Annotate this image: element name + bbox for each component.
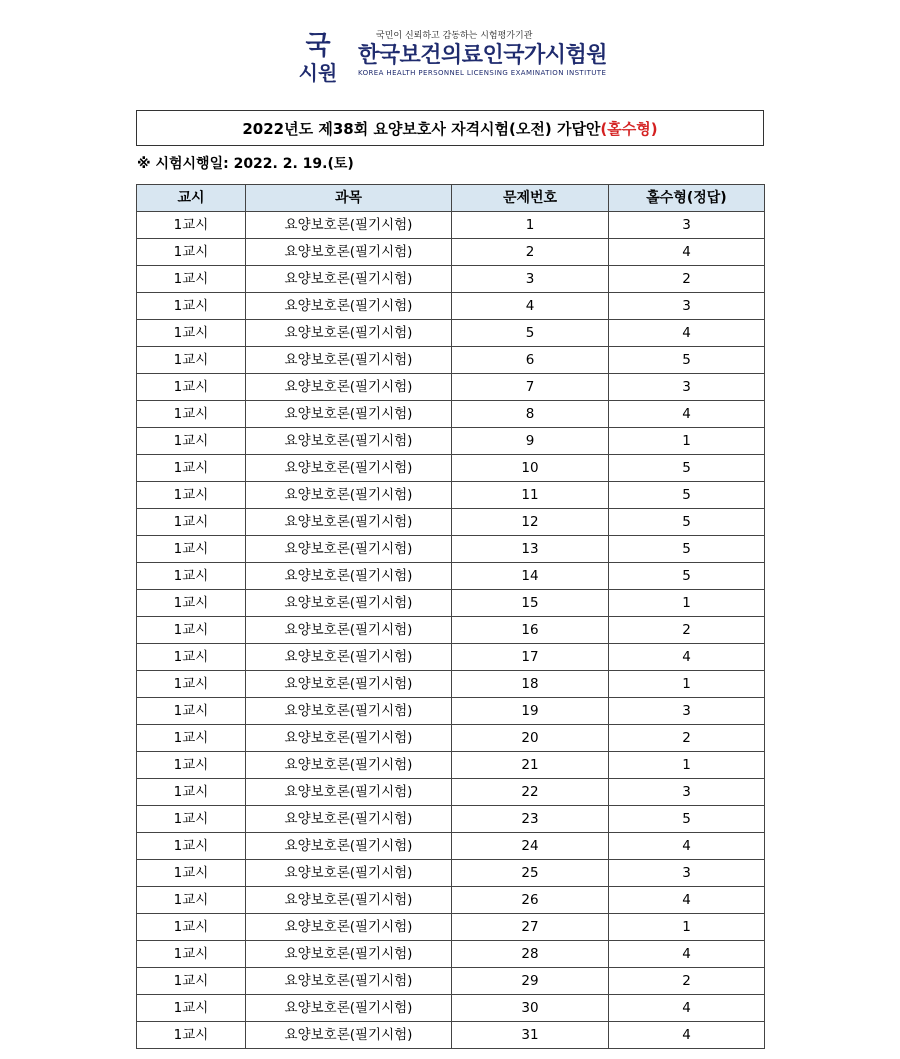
cell-question-number: 1 [452, 212, 609, 239]
table-row [137, 509, 765, 536]
cell-period: 1교시 [137, 725, 246, 752]
cell-question-number: 4 [452, 293, 609, 320]
cell-answer: 2 [609, 725, 765, 752]
cell-answer: 5 [609, 806, 765, 833]
cell-subject: 요양보호론(필기시험) [246, 266, 452, 293]
table-row [137, 752, 765, 779]
cell-answer: 5 [609, 347, 765, 374]
cell-period: 1교시 [137, 806, 246, 833]
cell-question-number: 11 [452, 482, 609, 509]
cell-answer: 5 [609, 563, 765, 590]
cell-period: 1교시 [137, 590, 246, 617]
table-row [137, 455, 765, 482]
cell-question-number: 15 [452, 590, 609, 617]
table-row [137, 401, 765, 428]
cell-subject: 요양보호론(필기시험) [246, 671, 452, 698]
document-title [136, 110, 764, 146]
cell-answer: 1 [609, 428, 765, 455]
cell-subject: 요양보호론(필기시험) [246, 590, 452, 617]
cell-answer: 4 [609, 320, 765, 347]
cell-answer: 4 [609, 941, 765, 968]
cell-answer: 5 [609, 536, 765, 563]
cell-subject: 요양보호론(필기시험) [246, 455, 452, 482]
cell-period: 1교시 [137, 1022, 246, 1049]
cell-subject: 요양보호론(필기시험) [246, 968, 452, 995]
cell-period: 1교시 [137, 914, 246, 941]
cell-period: 1교시 [137, 212, 246, 239]
cell-period: 1교시 [137, 428, 246, 455]
cell-answer: 1 [609, 752, 765, 779]
cell-subject: 요양보호론(필기시험) [246, 995, 452, 1022]
cell-answer: 1 [609, 590, 765, 617]
org-name: 한국보건의료인국가시험원 [358, 42, 608, 68]
cell-subject: 요양보호론(필기시험) [246, 212, 452, 239]
cell-subject: 요양보호론(필기시험) [246, 914, 452, 941]
cell-answer: 2 [609, 617, 765, 644]
column-header-answer: 홀수형(정답) [609, 185, 765, 212]
column-header-subject: 과목 [246, 185, 452, 212]
cell-question-number: 2 [452, 239, 609, 266]
cell-question-number: 5 [452, 320, 609, 347]
cell-answer: 3 [609, 698, 765, 725]
cell-subject: 요양보호론(필기시험) [246, 617, 452, 644]
org-slogan: 국민이 신뢰하고 감동하는 시험평가기관 [376, 31, 533, 41]
cell-answer: 2 [609, 968, 765, 995]
column-header-question-number: 문제번호 [452, 185, 609, 212]
table-row [137, 239, 765, 266]
cell-answer: 4 [609, 1022, 765, 1049]
cell-subject: 요양보호론(필기시험) [246, 887, 452, 914]
cell-answer: 1 [609, 671, 765, 698]
cell-question-number: 16 [452, 617, 609, 644]
table-row [137, 347, 765, 374]
table-header-row [137, 185, 765, 212]
cell-subject: 요양보호론(필기시험) [246, 1022, 452, 1049]
cell-subject: 요양보호론(필기시험) [246, 860, 452, 887]
cell-question-number: 3 [452, 266, 609, 293]
cell-period: 1교시 [137, 752, 246, 779]
cell-question-number: 6 [452, 347, 609, 374]
table-row [137, 779, 765, 806]
cell-period: 1교시 [137, 833, 246, 860]
table-row [137, 617, 765, 644]
cell-answer: 4 [609, 995, 765, 1022]
table-row [137, 698, 765, 725]
cell-answer: 5 [609, 455, 765, 482]
cell-period: 1교시 [137, 401, 246, 428]
cell-period: 1교시 [137, 698, 246, 725]
cell-question-number: 18 [452, 671, 609, 698]
cell-period: 1교시 [137, 968, 246, 995]
cell-answer: 4 [609, 401, 765, 428]
cell-subject: 요양보호론(필기시험) [246, 725, 452, 752]
cell-answer: 4 [609, 887, 765, 914]
table-row [137, 320, 765, 347]
cell-subject: 요양보호론(필기시험) [246, 941, 452, 968]
cell-question-number: 22 [452, 779, 609, 806]
logo-mark-line1: 국 [305, 31, 331, 61]
cell-question-number: 19 [452, 698, 609, 725]
cell-period: 1교시 [137, 617, 246, 644]
cell-question-number: 8 [452, 401, 609, 428]
cell-period: 1교시 [137, 644, 246, 671]
cell-question-number: 12 [452, 509, 609, 536]
cell-question-number: 7 [452, 374, 609, 401]
title-accent: (홀수형) [600, 119, 658, 138]
cell-answer: 5 [609, 509, 765, 536]
logo-mark-line2: 시원 [298, 61, 338, 84]
cell-subject: 요양보호론(필기시험) [246, 644, 452, 671]
cell-subject: 요양보호론(필기시험) [246, 293, 452, 320]
cell-period: 1교시 [137, 482, 246, 509]
cell-answer: 1 [609, 914, 765, 941]
cell-subject: 요양보호론(필기시험) [246, 698, 452, 725]
cell-answer: 3 [609, 779, 765, 806]
cell-answer: 3 [609, 293, 765, 320]
cell-period: 1교시 [137, 941, 246, 968]
cell-answer: 3 [609, 860, 765, 887]
cell-subject: 요양보호론(필기시험) [246, 779, 452, 806]
cell-question-number: 10 [452, 455, 609, 482]
table-row [137, 860, 765, 887]
table-row [137, 995, 765, 1022]
table-row [137, 1022, 765, 1049]
cell-period: 1교시 [137, 509, 246, 536]
table-row [137, 212, 765, 239]
institute-logo-icon [288, 28, 348, 84]
table-row [137, 266, 765, 293]
cell-period: 1교시 [137, 293, 246, 320]
table-row [137, 482, 765, 509]
cell-subject: 요양보호론(필기시험) [246, 833, 452, 860]
cell-subject: 요양보호론(필기시험) [246, 806, 452, 833]
table-row [137, 806, 765, 833]
answer-table [136, 184, 765, 1049]
table-row [137, 428, 765, 455]
cell-question-number: 25 [452, 860, 609, 887]
cell-subject: 요양보호론(필기시험) [246, 536, 452, 563]
cell-question-number: 17 [452, 644, 609, 671]
cell-answer: 3 [609, 374, 765, 401]
cell-period: 1교시 [137, 536, 246, 563]
cell-period: 1교시 [137, 347, 246, 374]
cell-subject: 요양보호론(필기시험) [246, 347, 452, 374]
cell-answer: 3 [609, 212, 765, 239]
cell-question-number: 26 [452, 887, 609, 914]
cell-question-number: 24 [452, 833, 609, 860]
cell-period: 1교시 [137, 779, 246, 806]
cell-answer: 5 [609, 482, 765, 509]
table-row [137, 914, 765, 941]
cell-period: 1교시 [137, 671, 246, 698]
cell-subject: 요양보호론(필기시험) [246, 563, 452, 590]
logo-text-block [358, 28, 628, 78]
cell-period: 1교시 [137, 887, 246, 914]
cell-subject: 요양보호론(필기시험) [246, 509, 452, 536]
table-row [137, 374, 765, 401]
cell-period: 1교시 [137, 266, 246, 293]
cell-period: 1교시 [137, 455, 246, 482]
cell-period: 1교시 [137, 320, 246, 347]
column-header-period: 교시 [137, 185, 246, 212]
table-row [137, 293, 765, 320]
cell-subject: 요양보호론(필기시험) [246, 374, 452, 401]
exam-date: ※ 시험시행일: 2022. 2. 19.(토) [137, 156, 354, 172]
table-row [137, 590, 765, 617]
cell-period: 1교시 [137, 860, 246, 887]
cell-question-number: 21 [452, 752, 609, 779]
cell-period: 1교시 [137, 374, 246, 401]
cell-answer: 4 [609, 833, 765, 860]
table-row [137, 671, 765, 698]
cell-subject: 요양보호론(필기시험) [246, 239, 452, 266]
cell-subject: 요양보호론(필기시험) [246, 482, 452, 509]
cell-period: 1교시 [137, 239, 246, 266]
table-row [137, 563, 765, 590]
table-row [137, 941, 765, 968]
cell-question-number: 29 [452, 968, 609, 995]
org-name-english: KOREA HEALTH PERSONNEL LICENSING EXAMINATION INSTITUTE [358, 69, 607, 77]
cell-question-number: 27 [452, 914, 609, 941]
cell-question-number: 31 [452, 1022, 609, 1049]
cell-question-number: 28 [452, 941, 609, 968]
table-row [137, 968, 765, 995]
cell-period: 1교시 [137, 563, 246, 590]
cell-question-number: 9 [452, 428, 609, 455]
cell-question-number: 23 [452, 806, 609, 833]
cell-answer: 4 [609, 239, 765, 266]
answer-table-body [137, 212, 765, 1049]
cell-question-number: 13 [452, 536, 609, 563]
cell-question-number: 20 [452, 725, 609, 752]
table-row [137, 833, 765, 860]
cell-subject: 요양보호론(필기시험) [246, 320, 452, 347]
cell-answer: 2 [609, 266, 765, 293]
table-row [137, 644, 765, 671]
cell-answer: 4 [609, 644, 765, 671]
table-row [137, 536, 765, 563]
table-row [137, 887, 765, 914]
cell-period: 1교시 [137, 995, 246, 1022]
cell-question-number: 14 [452, 563, 609, 590]
title-main: 2022년도 제38회 요양보호사 자격시험(오전) 가답안 [242, 119, 601, 138]
cell-subject: 요양보호론(필기시험) [246, 401, 452, 428]
cell-question-number: 30 [452, 995, 609, 1022]
page-header [288, 28, 628, 86]
cell-subject: 요양보호론(필기시험) [246, 428, 452, 455]
table-row [137, 725, 765, 752]
cell-subject: 요양보호론(필기시험) [246, 752, 452, 779]
